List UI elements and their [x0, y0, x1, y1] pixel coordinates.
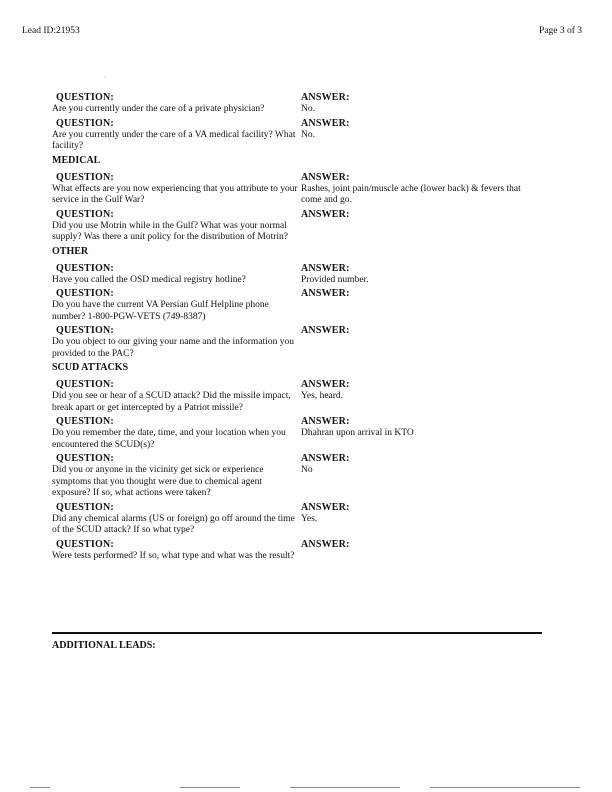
answer-label: ANSWER:: [301, 453, 350, 464]
question-label: QUESTION:: [56, 117, 114, 129]
footer-mark: [30, 787, 50, 788]
question-text: Are you currently under the care of a VA medical facility? What facility?: [52, 129, 296, 151]
footer-mark: [180, 787, 240, 788]
answer-text: Yes.: [301, 513, 318, 524]
qa-pair: [52, 263, 542, 287]
answer-label: ANSWER:: [301, 262, 350, 274]
answer-text: Provided number.: [301, 274, 369, 285]
question-text: Did you or anyone in the vicinity get sick or experience symptoms that you thought were due to chemical agent exposure? If so, what actions were taken?: [52, 465, 264, 498]
footer-mark: [290, 787, 400, 788]
answer-label: ANSWER:: [301, 325, 350, 336]
question-label: QUESTION:: [56, 538, 114, 550]
qa-pair: [52, 288, 542, 323]
answer-text: Dhahran upon arrival in KTO: [301, 428, 414, 438]
section-divider: [52, 632, 542, 634]
qa-pair: [52, 172, 542, 207]
qa-pair: [52, 325, 542, 360]
qa-pair: [52, 118, 542, 153]
question-label: QUESTION:: [56, 453, 114, 464]
qa-pair: [52, 92, 542, 116]
section-title-scud-attacks: SCUD ATTACKS: [52, 362, 129, 373]
answer-text: Rashes, joint pain/muscle ache (lower back) & fevers that come and go.: [301, 183, 521, 205]
answer-label: ANSWER:: [301, 171, 350, 183]
question-text: Are you currently under the care of a private physician?: [52, 104, 265, 114]
answer-text: No: [301, 465, 313, 475]
question-text: Do you remember the date, time, and your location when you encountered the SCUD(s)?: [52, 428, 286, 450]
qa-pair: [52, 502, 542, 537]
answer-label: ANSWER:: [301, 538, 350, 550]
question-label: QUESTION:: [56, 262, 114, 274]
answer-label: ANSWER:: [301, 501, 350, 513]
page-number: Page 3 of 3: [538, 26, 582, 36]
qa-pair: [52, 416, 542, 451]
footer-mark: [430, 787, 580, 788]
qa-pair: [52, 379, 542, 414]
question-label: QUESTION:: [56, 288, 114, 299]
qa-pair: [52, 539, 542, 563]
answer-label: ANSWER:: [301, 288, 350, 299]
answer-label: ANSWER:: [301, 92, 350, 103]
question-label: QUESTION:: [56, 416, 114, 427]
question-text: Did you use Motrin while in the Gulf? What was your normal supply? Was there a unit policy for the distribution of Motrin?: [52, 220, 288, 242]
qa-pair: [52, 209, 542, 244]
answer-label: ANSWER:: [301, 208, 350, 220]
question-text: Have you called the OSD medical registry hotline?: [52, 274, 246, 285]
question-label: QUESTION:: [56, 379, 114, 390]
additional-leads-heading: ADDITIONAL LEADS:: [52, 640, 156, 651]
answer-text: No.: [301, 104, 315, 114]
question-text: Were tests performed? If so, what type and what was the result?: [52, 550, 295, 561]
section-title-other: OTHER: [52, 245, 89, 257]
questionnaire: [52, 92, 542, 564]
question-text: Do you object to our giving your name and the information you provided to the PAC?: [52, 337, 294, 359]
question-label: QUESTION:: [56, 501, 114, 513]
qa-pair: [52, 453, 542, 500]
question-text: Did any chemical alarms (US or foreign) go off around the time of the SCUD attack? If so what type?: [52, 513, 295, 535]
question-text: Did you see or hear of a SCUD attack? Did the missile impact, break apart or get intercepted by a Patriot missile?: [52, 391, 291, 413]
answer-text: No.: [301, 129, 315, 140]
question-text: Do you have the current VA Persian Gulf Helpline phone number? 1-800-PGW-VETS (749-8387): [52, 300, 269, 322]
question-text: What effects are you now experiencing that you attribute to your service in the Gulf War?: [52, 183, 298, 205]
answer-text: Yes, heard.: [301, 391, 344, 401]
question-label: QUESTION:: [56, 171, 114, 183]
lead-id: Lead ID:21953: [22, 26, 80, 36]
answer-label: ANSWER:: [301, 117, 350, 129]
question-label: QUESTION:: [56, 325, 114, 336]
answer-label: ANSWER:: [301, 379, 350, 390]
section-title-medical: MEDICAL: [52, 154, 101, 166]
question-label: QUESTION:: [56, 92, 114, 103]
question-label: QUESTION:: [56, 208, 114, 220]
scan-speck: [104, 76, 105, 77]
answer-label: ANSWER:: [301, 416, 350, 427]
